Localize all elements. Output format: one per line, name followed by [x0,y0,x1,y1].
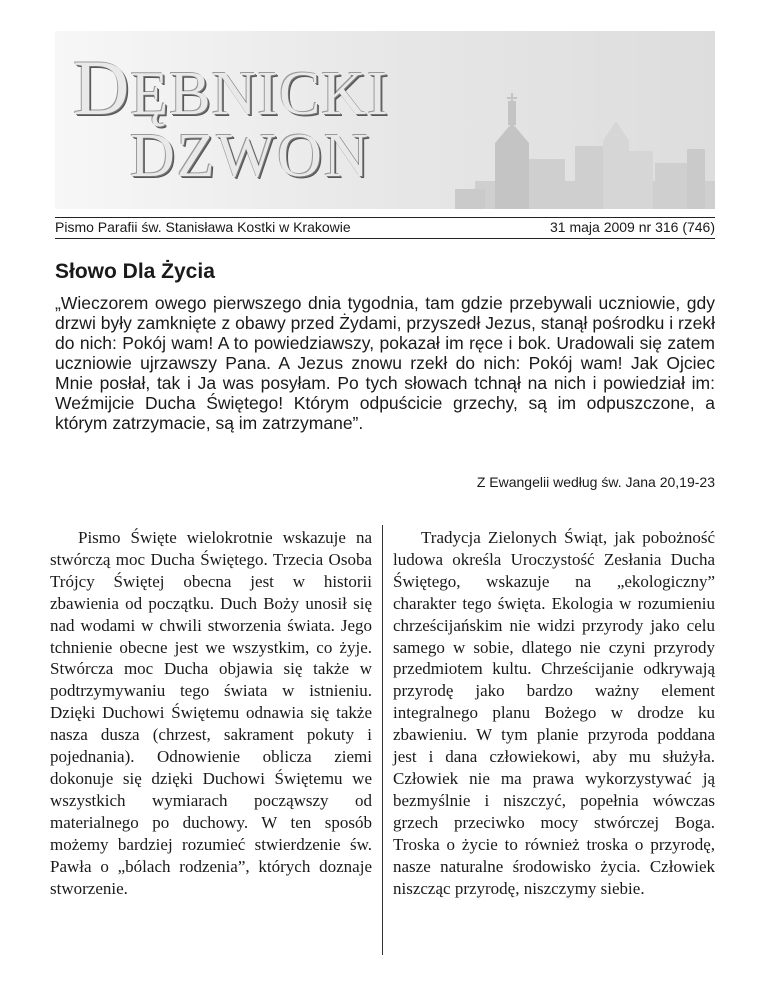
masthead-initial: D [73,44,131,131]
section-title: Słowo Dla Życia [55,260,215,283]
masthead-title-line2: DZWON [130,122,371,190]
article-column-right: Tradycja Zielonych Świąt, jak pobożność ludowa określa Uroczystość Zesłania Ducha Świętego, wskazuje na „ekologiczny” charakter tego święta. Ekologia w rozumieniu chrześcijańskim nie widzi przyrody jako celu samego w sobie, dlatego nie czyni przyrody przedmiotem kultu. Chrześcijanie odkrywają przyrodę jako bardzo ważny element integralnego planu Bożego w drodze ku zbawieniu. W tym planie przyroda poddana jest i dana człowiekowi, aby mu służyła. Człowiek nie ma prawa wykorzystywać ją bezmyślnie i niszczyć, popełnia wówczas grzech przeciwko mocy stwórczej Boga. Troska o życie to również troska o przyrodę, nasze naturalne środowisko życia. Człowiek niszcząc przyrodę, niszczymy siebie. [393,528,715,898]
issue-date: 31 maja 2009 nr 316 (746) [550,219,715,235]
masthead [55,31,715,209]
column-divider [382,525,383,955]
masthead-title-line1 [73,43,389,133]
publisher-line: Pismo Parafii św. Stanisława Kostki w Krakowie [55,219,351,235]
gospel-citation: Z Ewangelii według św. Jana 20,19-23 [476,474,715,490]
masthead-title-rest: ĘBNICKI [130,60,389,128]
gospel-quote: „Wieczorem owego pierwszego dnia tygodnia, tam gdzie przebywali uczniowie, gdy drzwi były zamknięte z obawy przed Żydami, przyszedł Jezus, stanął pośrodku i rzekł do nich: Pokój wam! A to powiedziawszy, pokazał im ręce i bok. Uradowali się zatem uczniowie ujrzawszy Pana. A Jezus znowu rzekł do nich: Pokój wam! Jak Ojciec Mnie posłał, tak i Ja was posyłam. Po tych słowach tchnął na nich i powiedział im: Weźmijcie Ducha Świętego! Którym odpuścicie grzechy, są im odpuszczone, a którym zatrzymacie, są im zatrzymane”. [55,293,715,433]
header-top-rule [55,217,715,218]
header-bottom-rule [55,238,715,239]
article-column-left: Pismo Święte wielokrotnie wskazuje na stwórczą moc Ducha Świętego. Trzecia Osoba Trójcy Świętej obecna jest w historii zbawienia od początku. Duch Boży unosił się nad wodami w chwili stworzenia świata. Jego tchnienie obecne jest we wszystkim, co żyje. Stwórcza moc Ducha objawia się także w podtrzymywaniu tego świata w istnieniu. Dzięki Duchowi Świętemu odnawia się także nasza dusza (chrzest, sakrament pokuty i pojednania). Odnowienie oblicza ziemi dokonuje się dzięki Duchowi Świętemu we wszystkich wymiarach począwszy od materialnego po duchowy. W ten sposób możemy bardziej rozumieć stwierdzenie św. Pawła o „bólach rodzenia”, których doznaje stworzenie. [50,528,372,898]
